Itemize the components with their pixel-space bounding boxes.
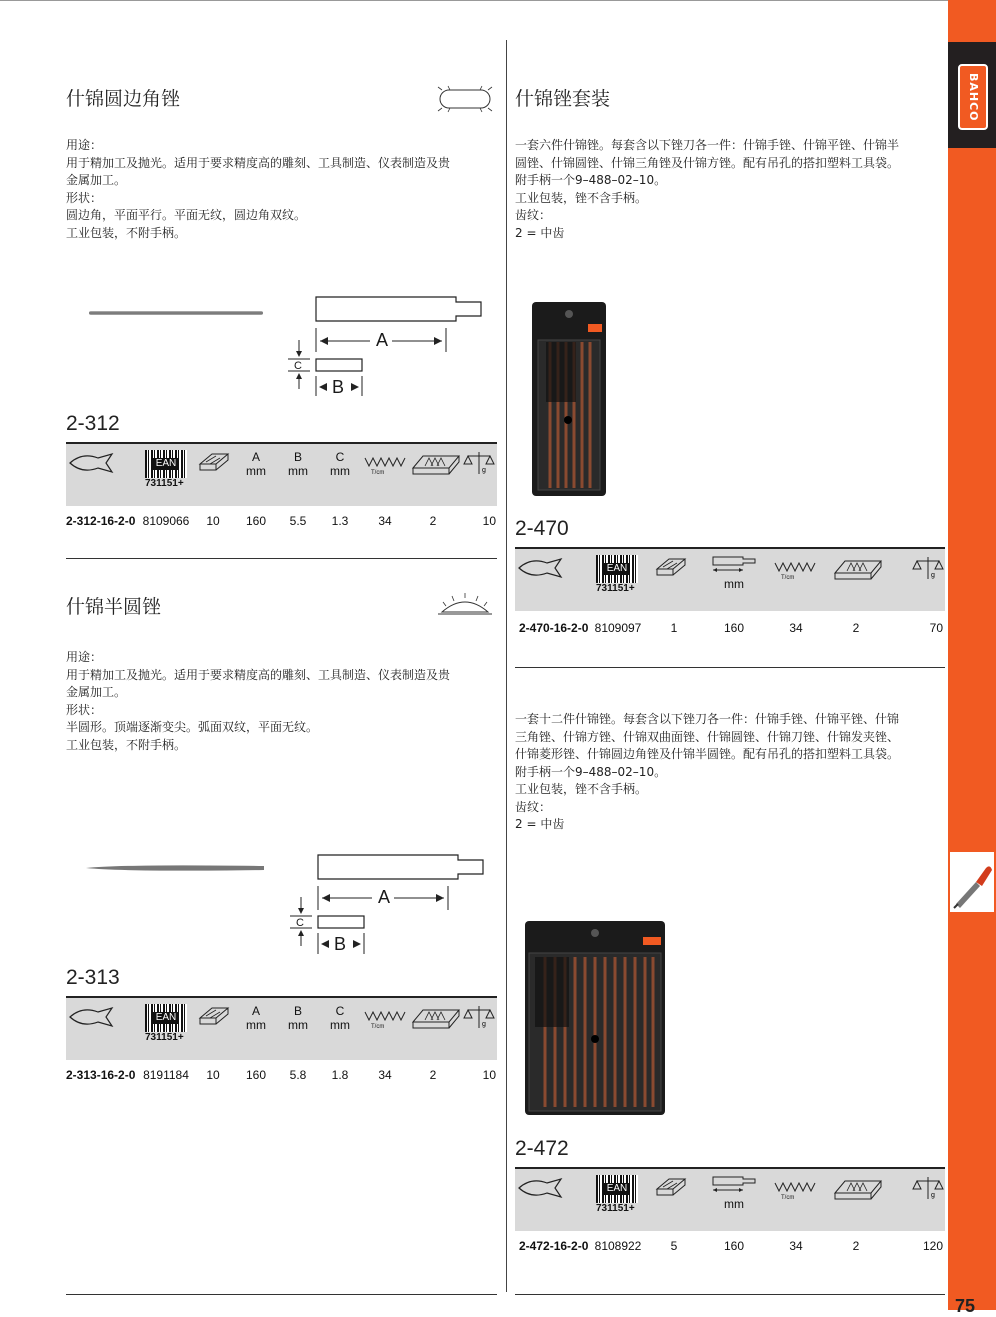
value-cut: 2 [852,1239,860,1253]
teeth-unit: T/cm [781,1195,795,1201]
svg-text:g: g [482,1021,486,1028]
col-a-header: A mm [246,1004,266,1032]
value-length: 160 [723,621,745,635]
pack-qty: 1 [670,621,678,635]
column-divider [506,40,507,1292]
ean-barcode-icon: EAN [145,1004,187,1032]
ean-code: 8109097 [594,621,642,635]
teeth-icon [363,1006,407,1032]
ean-prefix: 731151+ [145,1032,184,1043]
section-description: 用途： 用于精加工及抛光。适用于要求精度高的雕刻、工具制造、仪表制造及贵 金属加工。 形状： 半圆形。顶端逐渐变尖。弧面双纹，平面无纹。 工业包装，不附手柄。 [66,650,451,752]
fish-icon [68,1006,114,1028]
half-round-section-icon [436,592,494,618]
value-a: 160 [245,514,267,528]
section-title: 什锦半圆锉 [66,596,162,618]
value-weight: 120 [922,1239,943,1253]
cut-icon [833,1175,883,1203]
value-weight: 70 [929,621,943,635]
fish-icon [68,452,114,474]
value-teeth: 34 [378,514,392,528]
spec-table-header [515,1167,945,1231]
ean-barcode-icon: EAN [596,1175,638,1203]
section-description: 一套六件什锦锉。每套含以下锉刀各一件：什锦手锉、什锦平锉、什锦半 圆锉、什锦圆锉、什锦三角锉及什锦方锉。配有吊孔的搭扣塑料工具袋。 附手柄一个9–488–02–10。 工业包装，锉不含手柄。 齿纹： 2 = 中齿 [515,138,900,240]
scale-icon [464,1004,494,1032]
value-weight: 10 [482,514,496,528]
svg-text:g: g [931,1192,935,1199]
ean-code: 8109066 [142,514,190,528]
product-photo-6pc-set [532,302,606,496]
package-icon [198,1004,230,1026]
teeth-unit: T/cm [781,575,795,581]
model-number: 2-312 [66,412,120,435]
model-number: 2-470 [515,517,569,540]
spec-table-header [66,996,497,1060]
ean-barcode-icon: EAN [145,450,187,478]
spec-table-header [515,547,945,611]
scale-icon [913,1175,943,1203]
article-number: 2-470-16-2-0 [519,621,589,635]
spec-table-header [66,442,497,506]
scale-icon [913,555,943,583]
col-c-header: C mm [330,450,350,478]
value-cut: 2 [852,621,860,635]
svg-text:g: g [931,572,935,579]
col-length-header: mm [724,1197,744,1211]
teeth-unit: T/cm [371,1024,385,1030]
fish-icon [517,1177,563,1199]
section-description: 用途： 用于精加工及抛光。适用于要求精度高的雕刻、工具制造、仪表制造及贵 金属加工。 形状： 圆边角，平面平行。平面无纹，圆边角双纹。 工业包装，不附手柄。 [66,138,451,240]
cut-icon [411,450,461,478]
col-b-header: B mm [288,450,308,478]
value-c: 1.3 [331,514,349,528]
value-teeth: 34 [789,1239,803,1253]
pack-qty: 10 [206,514,220,528]
value-b: 5.5 [289,514,307,528]
table-row [519,1239,943,1255]
table-row [66,1068,497,1084]
svg-text:g: g [482,467,486,474]
bahco-logo: BAHCO [958,64,988,130]
file-length-icon [711,555,757,573]
value-length: 160 [723,1239,745,1253]
article-number: 2-312-16-2-0 [66,514,136,528]
cut-icon [411,1004,461,1032]
col-a-header: A mm [246,450,266,478]
cut-icon [833,555,883,583]
teeth-icon [773,557,817,583]
dim-c-label: C [294,360,302,372]
col-c-header: C mm [330,1004,350,1032]
page-number: 75 [955,1296,976,1316]
package-icon [655,1175,687,1197]
ean-barcode-icon: EAN [596,555,638,583]
model-number: 2-472 [515,1137,569,1160]
section-rule [66,558,497,559]
dim-b-label: B [332,377,345,397]
top-rule [0,0,996,1]
file-tool-icon [950,852,994,912]
value-b: 5.8 [289,1068,307,1082]
value-weight: 10 [482,1068,496,1082]
dim-b-label: B [334,934,347,954]
ean-prefix: 731151+ [596,1203,635,1214]
fish-icon [517,557,563,579]
value-teeth: 34 [789,621,803,635]
product-photo-12pc-set [525,921,665,1115]
section-title: 什锦圆边角锉 [66,88,181,110]
model-number: 2-313 [66,966,120,989]
article-number: 2-472-16-2-0 [519,1239,589,1253]
package-icon [655,555,687,577]
scale-icon [464,450,494,478]
section-description: 一套十二件什锦锉。每套含以下锉刀各一件：什锦手锉、什锦平锉、什锦 三角锉、什锦方锉、什锦双曲面锉、什锦圆锉、什锦刀锉、什锦发夹锉、 什锦菱形锉、什锦圆边角锉及什锦半圆锉。配有吊孔的搭扣塑料工具袋。 附手柄一个9–488–02–10。 工业包装，锉不含手柄。 齿纹： 2 = 中齿 [515,712,900,831]
article-number: 2-313-16-2-0 [66,1068,136,1082]
dim-c-label: C [296,917,304,929]
pack-qty: 5 [670,1239,678,1253]
section-title: 什锦锉套装 [515,88,611,110]
ean-prefix: 731151+ [145,478,184,489]
file-image [86,864,266,872]
package-icon [198,450,230,472]
col-length-header: mm [724,577,744,591]
table-row [66,514,497,530]
dim-a-label: A [378,887,391,907]
value-a: 160 [245,1068,267,1082]
value-cut: 2 [429,514,437,528]
value-c: 1.8 [331,1068,349,1082]
teeth-icon [773,1177,817,1203]
teeth-unit: T/cm [371,470,385,476]
col-b-header: B mm [288,1004,308,1032]
section-rule [515,667,945,668]
side-tab [948,0,996,1310]
ean-code: 8108922 [594,1239,642,1253]
dim-a-label: A [376,330,389,350]
ean-code: 8191184 [143,1068,189,1082]
value-teeth: 34 [378,1068,392,1082]
section-rule [66,1294,497,1295]
file-image [89,311,263,315]
table-row [519,621,943,637]
pack-qty: 10 [206,1068,220,1082]
section-rule [515,1294,945,1295]
value-cut: 2 [429,1068,437,1082]
file-length-icon [711,1175,757,1193]
teeth-icon [363,452,407,478]
ean-prefix: 731151+ [596,583,635,594]
cross-section-icon [436,86,494,112]
